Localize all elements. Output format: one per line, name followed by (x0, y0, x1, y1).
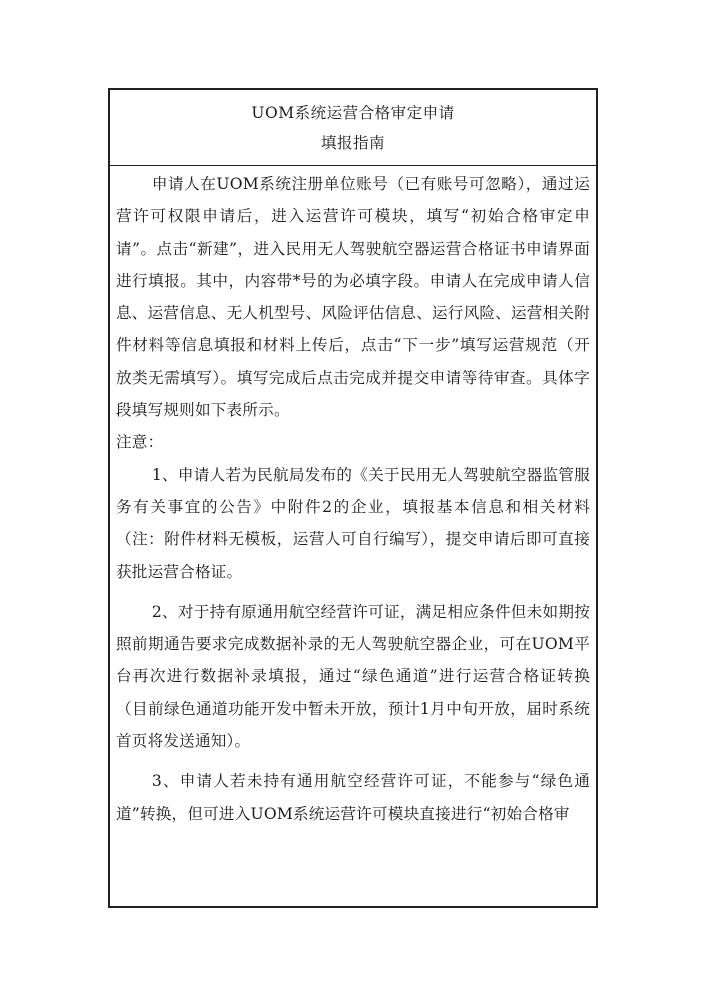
note-label: 注意： (116, 433, 164, 452)
table-body (110, 166, 596, 830)
document-subtitle: 填报指南 (320, 134, 385, 152)
guide-table (108, 88, 598, 908)
table-header (110, 90, 596, 166)
note-item-1: 1、申请人若为民航局发布的《关于民用无人驾驶航空器监管服务有关事宜的公告》中附件2的企业，填报基本信息和相关材料（注：附件材料无模板，运营人可自行编写），提交申请后即可直接获批运营合格证。 (116, 465, 590, 581)
document-title: UOM系统运营合格审定申请 (251, 104, 455, 122)
note-item-2: 2、对于持有原通用航空经营许可证，满足相应条件但未如期按照前期通告要求完成数据补录的无人驾驶航空器企业，可在UOM平台再次进行数据补录填报，通过“绿色通道”进行运营合格证转换（目前绿色通道功能开发中暂未开放，预计1月中旬开放，届时系统首页将发送通知）。 (116, 602, 590, 751)
note-item-3: 3、申请人若未持有通用航空经营许可证，不能参与“绿色通道”转换，但可进入UOM系统运营许可模块直接进行“初始合格审 (116, 772, 590, 823)
intro-paragraph: 申请人在UOM系统注册单位账号（已有账号可忽略），通过运营许可权限申请后，进入运营许可模块，填写“初始合格审定申请”。点击“新建”，进入民用无人驾驶航空器运营合格证书申请界面进行填报。其中，内容带*号的为必填字段。申请人在完成申请人信息、运营信息、无人机型号、风险评估信息、运行风险、运营相关附件材料等信息填报和材料上传后，点击“下一步”填写运营规范（开放类无需填写）。填写完成后点击完成并提交申请等待审查。具体字段填写规则如下表所示。 (116, 175, 590, 420)
